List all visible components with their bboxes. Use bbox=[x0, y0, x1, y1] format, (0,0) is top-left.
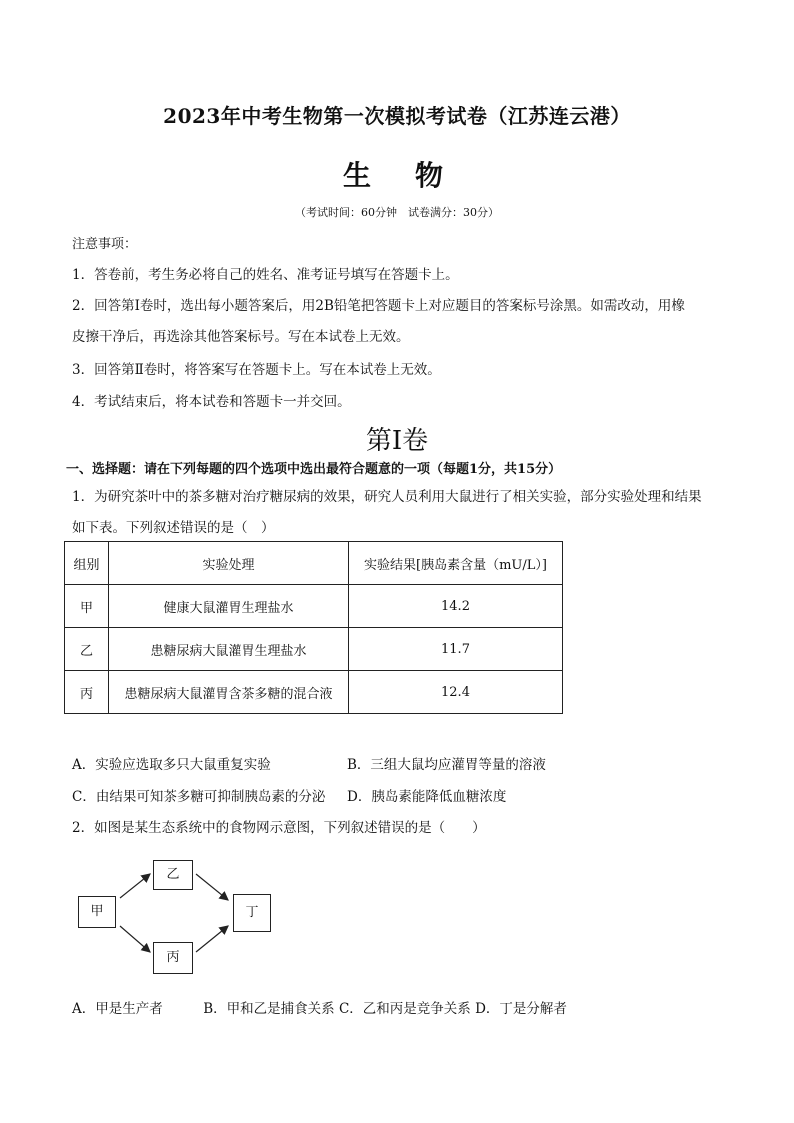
arrow-yi-to-ding bbox=[196, 874, 228, 900]
arrow-bing-to-ding bbox=[196, 926, 228, 952]
node-yi: 乙 bbox=[153, 860, 193, 890]
table-cell: 患糖尿病大鼠灌胃含茶多糖的混合液 bbox=[109, 671, 349, 714]
table-cell: 乙 bbox=[65, 628, 109, 671]
table-header-row bbox=[65, 542, 563, 585]
node-jia: 甲 bbox=[78, 896, 116, 928]
table-cell: 11.7 bbox=[349, 628, 563, 671]
table-cell: 甲 bbox=[65, 585, 109, 628]
q1-stem-line1: 1．为研究茶叶中的茶多糖对治疗糖尿病的效果，研究人员利用大鼠进行了相关实验，部分实验处理和结果 bbox=[72, 489, 702, 505]
arrow-jia-to-bing bbox=[120, 926, 150, 952]
q1-stem-line2: 如下表。下列叙述错误的是（ ） bbox=[72, 520, 275, 536]
table-cell: 12.4 bbox=[349, 671, 563, 714]
q1-option-a: A．实验应选取多只大鼠重复实验 bbox=[72, 757, 271, 773]
section-heading: 一、选择题：请在下列每题的四个选项中选出最符合题意的一项（每题1分，共15分） bbox=[66, 462, 562, 477]
table-row bbox=[65, 628, 563, 671]
part-title: 第Ⅰ卷 bbox=[365, 426, 429, 456]
notice-item-3: 3．回答第Ⅱ卷时，将答案写在答题卡上。写在本试卷上无效。 bbox=[72, 362, 441, 378]
q2-stem: 2．如图是某生态系统中的食物网示意图，下列叙述错误的是（ ） bbox=[72, 820, 486, 836]
food-web-diagram bbox=[78, 860, 278, 980]
table-header: 组别 bbox=[65, 542, 109, 585]
exam-time-info: （考试时间：60分钟 试卷满分：30分） bbox=[295, 206, 499, 219]
notice-heading: 注意事项： bbox=[72, 237, 138, 252]
table-cell: 健康大鼠灌胃生理盐水 bbox=[109, 585, 349, 628]
table-row bbox=[65, 671, 563, 714]
table-cell: 丙 bbox=[65, 671, 109, 714]
q1-option-b: B．三组大鼠均应灌胃等量的溶液 bbox=[347, 757, 546, 773]
node-bing: 丙 bbox=[153, 942, 193, 974]
table-cell: 患糖尿病大鼠灌胃生理盐水 bbox=[109, 628, 349, 671]
notice-item-4: 4．考试结束后，将本试卷和答题卡一并交回。 bbox=[72, 394, 351, 410]
node-ding: 丁 bbox=[233, 894, 271, 932]
exam-title: 2023年中考生物第一次模拟考试卷（江苏连云港） bbox=[163, 104, 631, 128]
arrow-jia-to-yi bbox=[120, 874, 150, 898]
q2-options: A．甲是生产者 B．甲和乙是捕食关系 C．乙和丙是竞争关系 D．丁是分解者 bbox=[72, 1001, 567, 1017]
notice-item-2-cont: 皮擦干净后，再选涂其他答案标号。写在本试卷上无效。 bbox=[72, 329, 410, 345]
experiment-table bbox=[64, 541, 563, 714]
table-header: 实验结果[胰岛素含量（mU/L）] bbox=[349, 542, 563, 585]
notice-item-2: 2．回答第Ⅰ卷时，选出每小题答案后，用2B铅笔把答题卡上对应题目的答案标号涂黑。如需改动，用橡 bbox=[72, 298, 685, 314]
subject-title: 生 物 bbox=[342, 159, 451, 192]
q1-option-d: D．胰岛素能降低血糖浓度 bbox=[347, 789, 507, 805]
q1-option-c: C．由结果可知茶多糖可抑制胰岛素的分泌 bbox=[72, 789, 326, 805]
table-row bbox=[65, 585, 563, 628]
notice-item-1: 1．答卷前，考生务必将自己的姓名、准考证号填写在答题卡上。 bbox=[72, 267, 459, 283]
table-header: 实验处理 bbox=[109, 542, 349, 585]
table-cell: 14.2 bbox=[349, 585, 563, 628]
